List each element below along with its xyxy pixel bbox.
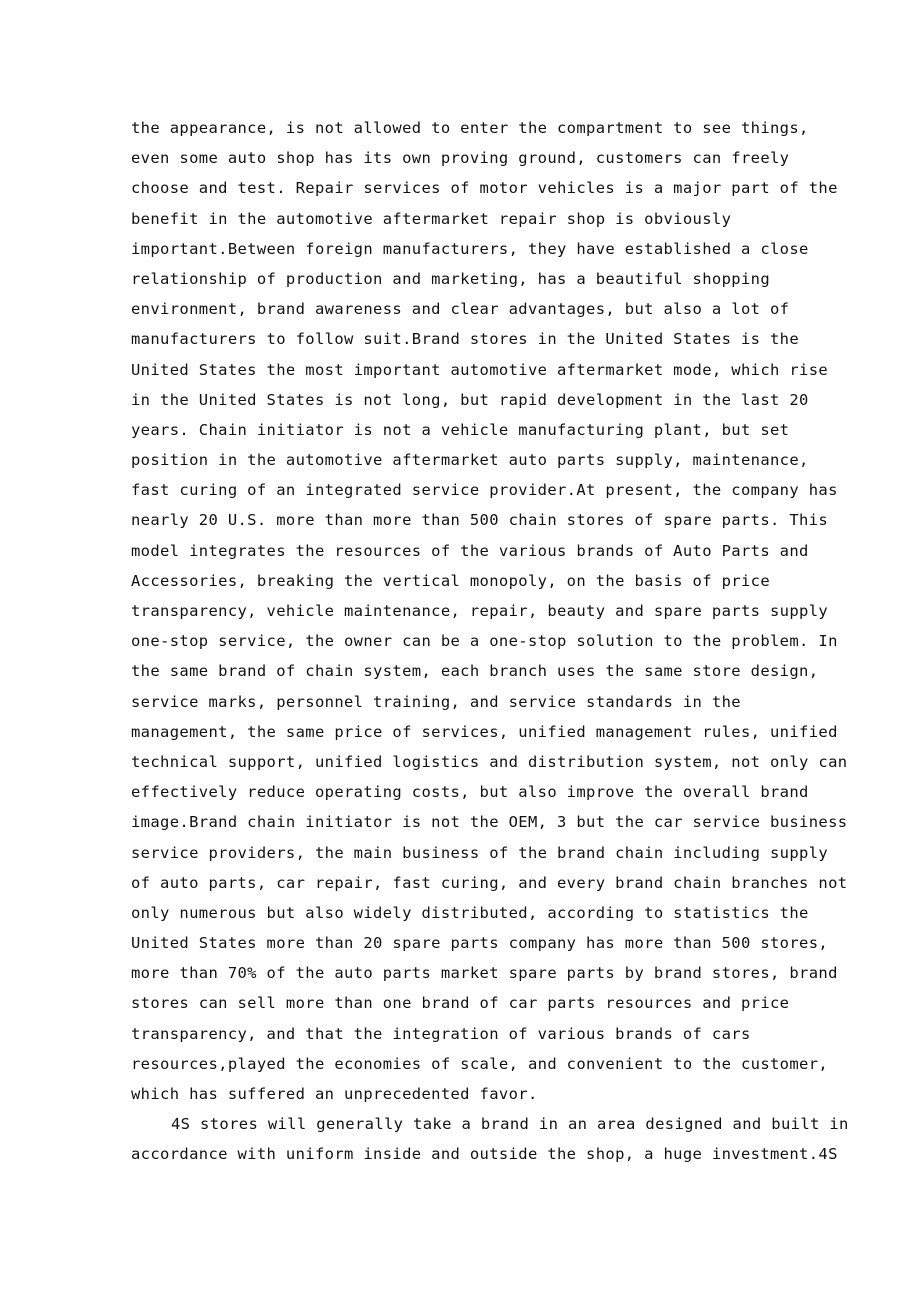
text-line: position in the automotive aftermarket auto parts supply, maintenance, (131, 451, 809, 470)
text-line: stores can sell more than one brand of car parts resources and price (131, 994, 790, 1013)
text-line: choose and test. Repair services of motor vehicles is a major part of the (131, 179, 838, 198)
text-line: image.Brand chain initiator is not the OEM, 3 but the car service business (131, 813, 848, 832)
text-line: Accessories, breaking the vertical monopoly, on the basis of price (131, 571, 770, 590)
text-line-indented: 4S stores will generally take a brand in an area designed and built in (171, 1115, 849, 1134)
text-line: even some auto shop has its own proving ground, customers can freely (131, 149, 790, 168)
text-line: important.Between foreign manufacturers, they have established a close (131, 239, 809, 258)
text-line: years. Chain initiator is not a vehicle manufacturing plant, but set (131, 420, 790, 439)
text-line: service marks, personnel training, and service standards in the (131, 692, 741, 711)
text-line: United States more than 20 spare parts company has more than 500 stores, (131, 934, 829, 953)
text-line: management, the same price of services, unified management rules, unified (131, 722, 838, 741)
document-body (131, 113, 849, 1170)
text-line: United States the most important automotive aftermarket mode, which rise (131, 360, 829, 379)
text-line: only numerous but also widely distributed, according to statistics the (131, 903, 809, 922)
text-line: the appearance, is not allowed to enter the compartment to see things, (131, 119, 809, 137)
text-line: fast curing of an integrated service provider.At present, the company has (131, 481, 838, 500)
text-line: technical support, unified logistics and distribution system, not only can (131, 752, 848, 771)
text-line: in the United States is not long, but rapid development in the last 20 (131, 390, 809, 409)
text-line: one-stop service, the owner can be a one-stop solution to the problem. In (131, 632, 838, 651)
text-line: model integrates the resources of the various brands of Auto Parts and (131, 541, 809, 560)
text-line: effectively reduce operating costs, but also improve the overall brand (131, 783, 809, 802)
paragraph-1 (131, 113, 848, 1109)
paragraph-2 (131, 1109, 849, 1169)
text-line: more than 70% of the auto parts market spare parts by brand stores, brand (131, 964, 838, 983)
text-line: transparency, vehicle maintenance, repair, beauty and spare parts supply (131, 602, 829, 620)
text-line: nearly 20 U.S. more than more than 500 chain stores of spare parts. This (131, 511, 829, 530)
text-line: the same brand of chain system, each branch uses the same store design, (131, 662, 819, 681)
text-line: transparency, and that the integration of various brands of cars (131, 1024, 751, 1043)
text-line: environment, brand awareness and clear advantages, but also a lot of (131, 300, 790, 319)
text-line: which has suffered an unprecedented favor. (131, 1085, 538, 1103)
text-line: manufacturers to follow suit.Brand stores in the United States is the (131, 330, 800, 349)
text-line: benefit in the automotive aftermarket repair shop is obviously (131, 209, 732, 228)
text-line: accordance with uniform inside and outside the shop, a huge investment.4S (131, 1145, 838, 1164)
text-line: of auto parts, car repair, fast curing, and every brand chain branches not (131, 873, 848, 892)
text-line: resources,played the economies of scale, and convenient to the customer, (131, 1054, 829, 1073)
text-line: relationship of production and marketing, has a beautiful shopping (131, 269, 770, 288)
text-line: service providers, the main business of the brand chain including supply (131, 843, 829, 862)
